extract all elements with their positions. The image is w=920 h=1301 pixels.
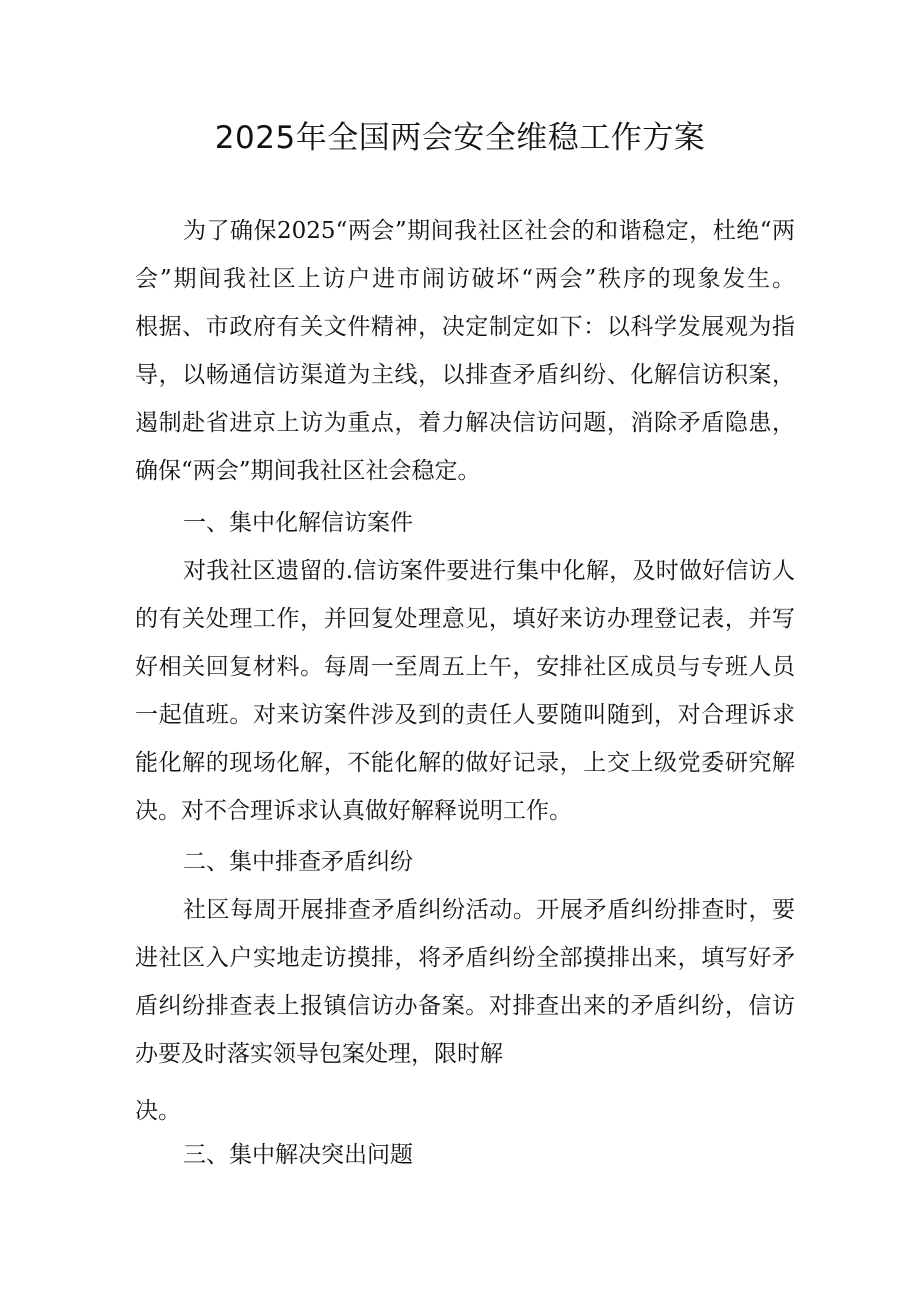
section-1-line: 的有关处理工作，并回复处理意见，填好来访办理登记表，并写 [135,606,795,632]
intro-line: 为了确保2025“两会”期间我社区社会的和谐稳定，杜绝“两 [183,218,795,244]
section-1-line: 对我社区遗留的.信访案件要进行集中化解，及时做好信访人 [183,558,795,584]
intro-line: 导，以畅通信访渠道为主线，以排查矛盾纠纷、化解信访积案， [135,362,795,388]
section-2-line: 进社区入户实地走访摸排，将矛盾纠纷全部摸排出来，填写好矛 [135,945,795,971]
intro-line: 确保“两会”期间我社区社会稳定。 [135,458,481,484]
intro-line: 根据、市政府有关文件精神，决定制定如下：以科学发展观为指 [135,314,795,340]
intro-line: 遏制赴省进京上访为重点，着力解决信访问题，消除矛盾隐患， [135,410,795,436]
section-heading-3: 三、集中解决突出问题 [183,1142,413,1168]
section-1-line: 决。对不合理诉求认真做好解释说明工作。 [135,798,572,824]
document-title: 2025年全国两会安全维稳工作方案 [214,120,706,156]
section-heading-2: 二、集中排查矛盾纠纷 [183,849,413,875]
section-2-line: 社区每周开展排查矛盾纠纷活动。开展矛盾纠纷排查时，要 [183,897,795,923]
section-1-line: 好相关回复材料。每周一至周五上午，安排社区成员与专班人员 [135,654,795,680]
section-1-line: 一起值班。对来访案件涉及到的责任人要随叫随到，对合理诉求 [135,702,795,728]
intro-line: 会”期间我社区上访户进市闹访破坏“两会”秩序的现象发生。 [135,266,795,292]
section-2-line: 办要及时落实领导包案处理，限时解 [135,1041,503,1067]
section-2-line: 盾纠纷排查表上报镇信访办备案。对排查出来的矛盾纠纷，信访 [135,993,795,1019]
section-2-line: 决。 [135,1098,181,1124]
section-1-line: 能化解的现场化解，不能化解的做好记录，上交上级党委研究解 [135,750,795,776]
section-heading-1: 一、集中化解信访案件 [183,510,413,536]
